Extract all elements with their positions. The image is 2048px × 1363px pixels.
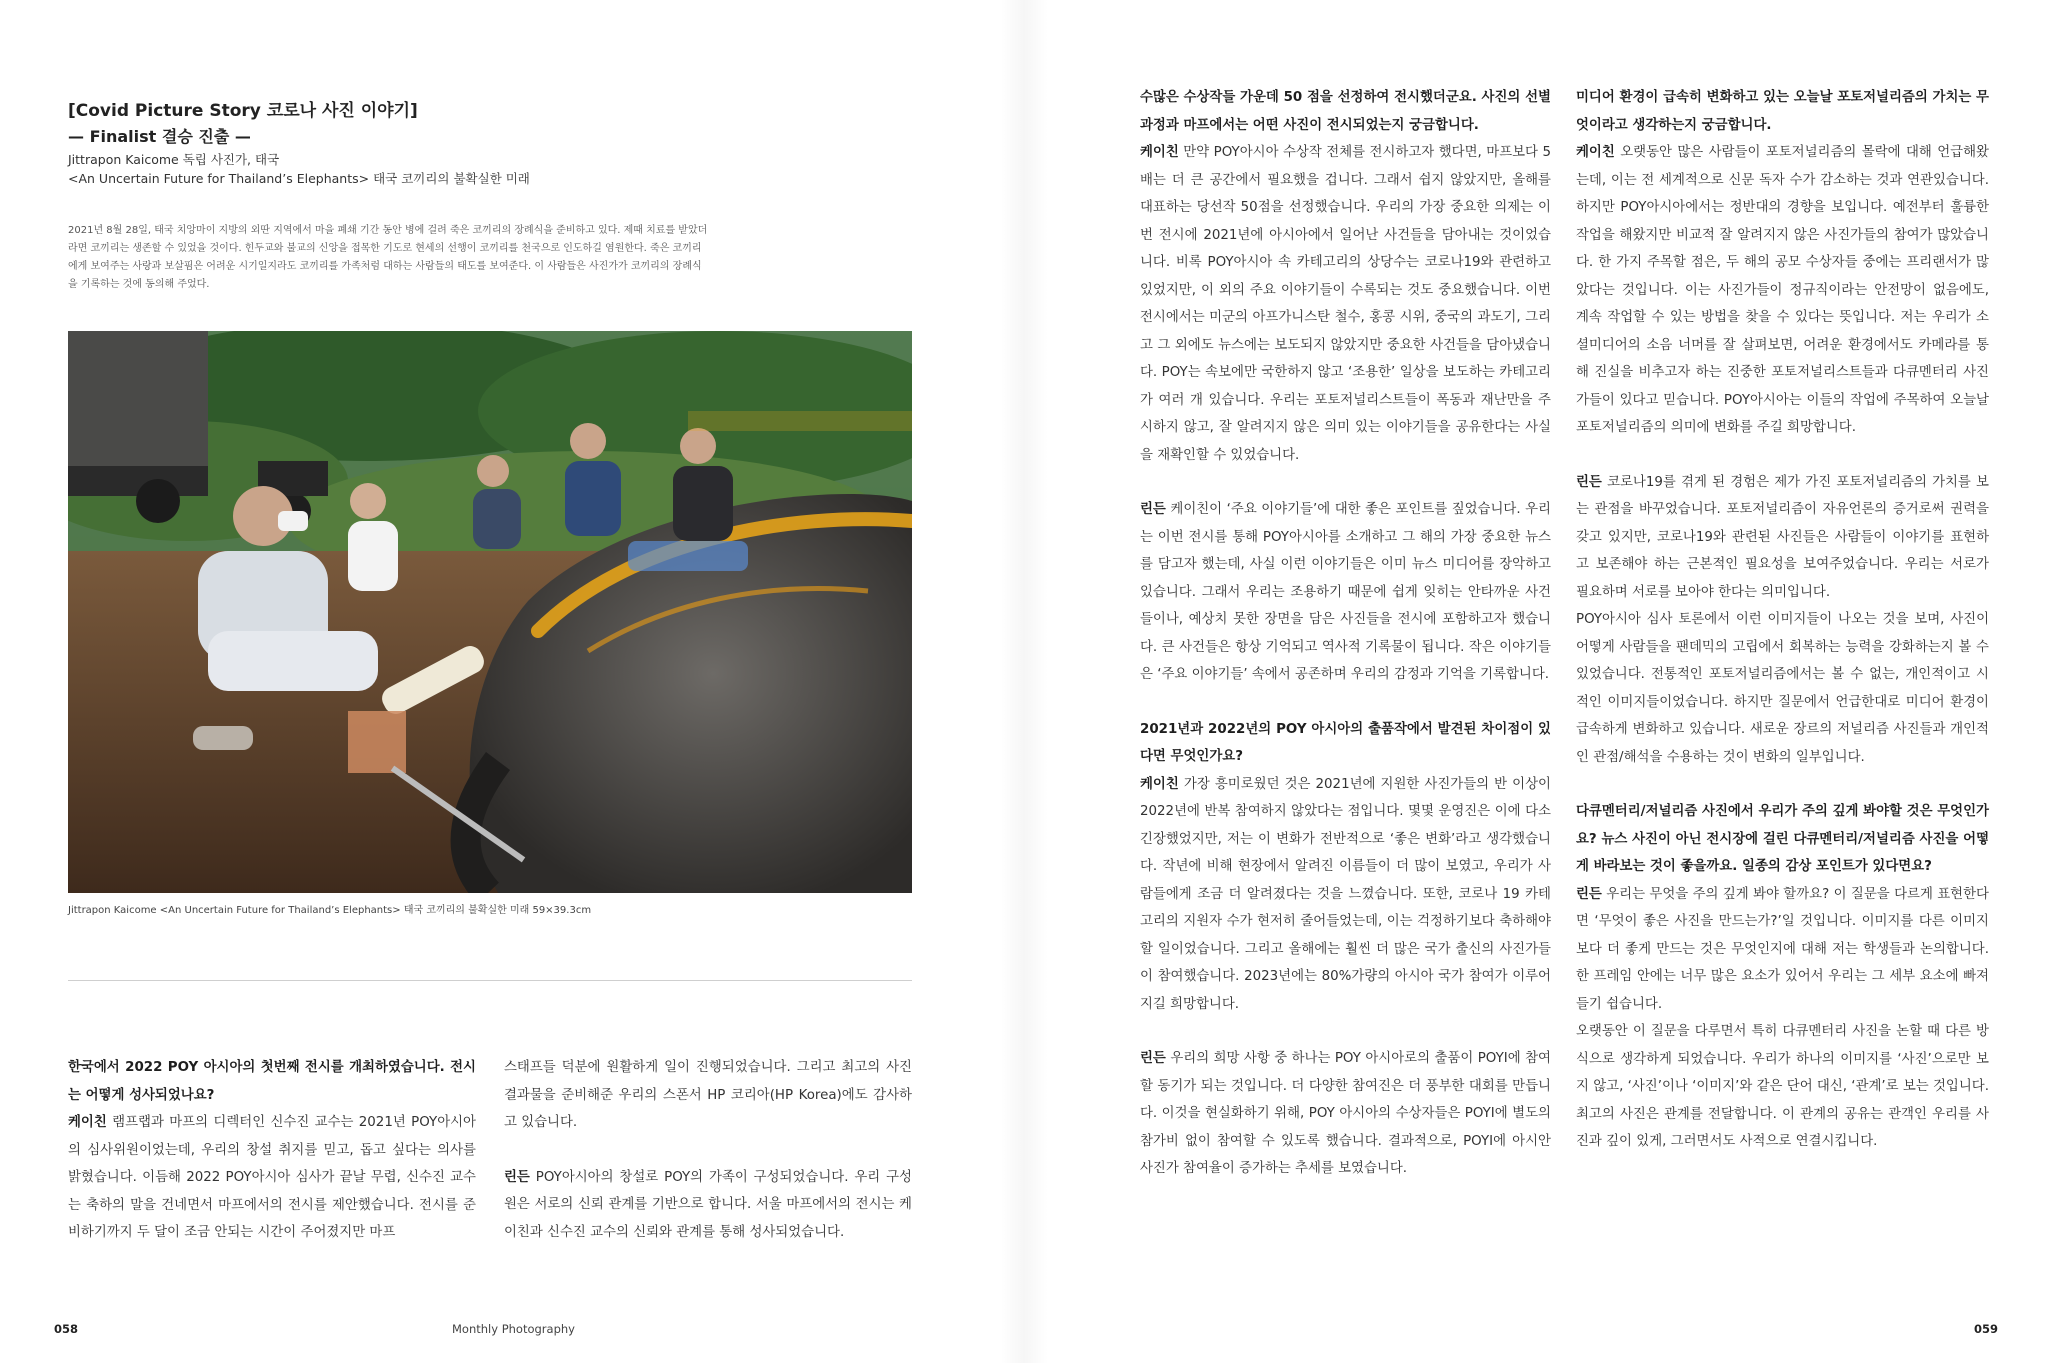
photo-caption: Jittrapon Kaicome <An Uncertain Future for Thailand’s Elephants> 태국 코끼리의 불확실한 미래 59×39.3cm [68,905,592,916]
answer-text: 램프랩과 마프의 디렉터인 신수진 교수는 2021년 POY아시아의 심사위원이었는데, 우리의 창설 취지를 믿고, 돕고 싶다는 의사를 밝혔습니다. 이듬해 2022 POY아시아 심사가 끝날 무렵, 신수진 교수는 축하의 말을 건네면서 마프에서의 전시를 제안했습니다. 전시를 준비하기까지 두 달이 조금 안되는 시간이 주어졌지만 마프 [68,1115,476,1240]
section-divider [68,980,912,981]
left-text-column-2 [504,1054,912,1246]
answer-continuation: 스태프들 덕분에 원활하게 일이 진행되었습니다. 그리고 최고의 사진 결과물을 준비해준 우리의 스폰서 HP 코리아(HP Korea)에도 감사하고 있습니다. [504,1060,912,1130]
right-text-column-1 [1140,84,1551,1183]
question-differences: 2021년과 2022년의 POY 아시아의 출품작에서 발견된 차이점이 있다면 무엇인가요? [1140,721,1551,764]
answer-text: 케이친이 ‘주요 이야기들’에 대한 좋은 포인트를 짚었습니다. 우리는 이번 전시를 통해 POY아시아를 소개하고 그 해의 가장 중요한 뉴스를 담고자 했는데, 사실 이런 이야기들은 이미 뉴스 미디어를 장악하고 있습니다. 그래서 우리는 조용하기 때문에 쉽게 잊히는 안타까운 사건들이나, 예상치 못한 장면을 담은 사진들을 전시에 포함하고자 했습니다. 큰 사건들은 항상 기억되고 역사적 기록물이 됩니다. 작은 이야기들은 ‘주요 이야기들’ 속에서 공존하며 우리의 감정과 기억을 기록합니다. [1140,502,1551,682]
magazine-name: Monthly Photography [452,1322,575,1336]
elephant-funeral-photo [68,331,912,893]
page-number-right: 059 [1974,1322,1999,1336]
speaker-name: 린든 [1576,474,1602,490]
left-text-column-1 [68,1054,476,1247]
answer-text: 가장 흥미로웠던 것은 2021년에 지원한 사진가들의 반 이상이 2022년에 반복 참여하지 않았다는 점입니다. 몇몇 운영진은 이에 다소 긴장했었지만, 저는 이 변화가 전반적으로 ‘좋은 변화’라고 생각했습니다. 작년에 비해 현장에서 알려진 이름들이 더 많이 보였고, 우리가 사람들에게 조금 더 알려졌다는 것을 느꼈습니다. 또한, 코로나 19 카테고리의 지원자 수가 현저히 줄어들었는데, 이는 걱정하기보다 축하해야 할 일이었습니다. 그리고 올해에는 훨씬 더 많은 국가 출신의 사진가들이 참여했습니다. 2023년에는 80%가량의 아시아 국가 참여가 이루어지길 희망합니다. [1140,776,1551,1012]
right-text-column-2 [1576,84,1989,1156]
question-viewing-points: 다큐멘터리/저널리즘 사진에서 우리가 주의 깊게 봐야할 것은 무엇인가요? 뉴스 사진이 아닌 전시장에 걸린 다큐멘터리/저널리즘 사진을 어떻게 바라보는 것이 좋을까요. 일종의 감상 포인트가 있다면요? [1576,804,1989,874]
question-selection: 수많은 수상작들 가운데 50 점을 선정하여 전시했더군요. 사진의 선별 과정과 마프에서는 어떤 사진이 전시되었는지 궁금합니다. [1140,90,1551,133]
speaker-name: 케이친 [68,1115,107,1130]
speaker-name: 린든 [504,1169,530,1185]
photo-illustration [68,331,912,893]
article-header [68,98,788,188]
byline-work-title: <An Uncertain Future for Thailand’s Elephants> 태국 코끼리의 불확실한 미래 [68,171,530,186]
question-photojournalism-value: 미디어 환경이 급속히 변화하고 있는 오늘날 포토저널리즘의 가치는 무엇이라고 생각하는지 궁금합니다. [1576,90,1989,133]
answer-text: 우리의 희망 사항 중 하나는 POY 아시아로의 출품이 POYI에 참여할 동기가 되는 것입니다. 더 다양한 참여진은 더 풍부한 대회를 만듭니다. 이것을 현실화하기 위해, POY 아시아의 수상자들은 POYI에 별도의 참가비 없이 참여할 수 있도록 했습니다. 결과적으로, POYI에 아시안 사진가 참여율이 증가하는 추세를 보였습니다. [1140,1051,1551,1176]
speaker-name: 린든 [1576,886,1602,902]
article-subtitle: — Finalist 결승 진출 — [68,127,251,146]
answer-text: 오랫동안 많은 사람들이 포토저널리즘의 몰락에 대해 언급해왔는데, 이는 전 세계적으로 신문 독자 수가 감소하는 것과 연관있습니다. 하지만 POY아시아에서는 정반대의 경향을 보입니다. 예전부터 훌륭한 작업을 해왔지만 비교적 잘 알려지지 않은 사진가들의 참여가 많았습니다. 한 가지 주목할 점은, 두 해의 공모 수상자들 중에는 프리랜서가 많았다는 것입니다. 이는 사진가들이 정규직이라는 안전망이 없음에도, 계속 작업할 수 있는 방법을 찾을 수 있다는 뜻입니다. 저는 우리가 소셜미디어의 소음 너머를 잘 살펴보면, 어려운 환경에서도 카메라를 통해 진실을 비추고자 하는 진중한 포토저널리스트들과 다큐멘터리 사진가들이 있다고 믿습니다. POY아시아는 이들의 작업에 주목하여 오늘날 포토저널리즘의 의미에 변화를 주길 희망합니다. [1576,145,1989,435]
spine-shadow [1000,0,1048,1363]
speaker-name: 케이친 [1140,145,1179,160]
answer-text: 오랫동안 이 질문을 다루면서 특히 다큐멘터리 사진을 논할 때 다른 방식으로 생각하게 되었습니다. 우리가 하나의 이미지를 ‘사진’으로만 보지 않고, ‘사진’이나 ‘이미지’와 같은 단어 대신, ‘관계’로 보는 것입니다. 최고의 사진은 관계를 전달합니다. 이 관계의 공유는 관객인 우리를 사진과 깊이 있게, 그러면서도 사적으로 연결시킵니다. [1576,1024,1989,1149]
speaker-name: 케이친 [1140,776,1179,792]
answer-text: 코로나19를 겪게 된 경험은 제가 가진 포토저널리즘의 가치를 보는 관점을 바꾸었습니다. 포토저널리즘이 자유언론의 증거로써 권력을 갖고 있지만, 코로나19와 관련된 사진들은 사람들이 이야기를 표현하고 보존해야 하는 근본적인 필요성을 보여주었습니다. 우리는 서로가 필요하며 서로를 보아야 한다는 의미입니다. [1576,474,1989,600]
answer-text: POY아시아 심사 토론에서 이런 이미지들이 나오는 것을 보며, 사진이 어떻게 사람들을 팬데믹의 고립에서 회복하는 능력을 강화하는지 볼 수 있었습니다. 전통적인 포토저널리즘에서는 볼 수 없는, 개인적이고 시적인 이미지들이었습니다. 하지만 질문에서 언급한대로 미디어 환경이 급속하게 변화하고 있습니다. 새로운 장르의 저널리즘 사진들과 개인적인 관점/해석을 수용하는 것이 변화의 일부입니다. [1576,612,1989,765]
question-first-exhibition: 한국에서 2022 POY 아시아의 첫번째 전시를 개최하였습니다. 전시는 어떻게 성사되었나요? [68,1060,476,1103]
intro-paragraph: 2021년 8월 28일, 태국 치앙마이 지방의 외딴 지역에서 마을 폐쇄 기간 동안 병에 걸려 죽은 코끼리의 장례식을 준비하고 있다. 제때 치료를 받았더라면 코끼리는 생존할 수 있었을 것이다. 힌두교와 불교의 신앙을 접목한 기도로 현세의 선행이 코끼리를 천국으로 인도하길 염원한다. 죽은 코끼리에게 보여주는 사랑과 보살핌은 어려운 시기일지라도 코끼리를 가족처럼 대하는 사람들의 태도를 보여준다. 이 사람들은 사진가가 코끼리의 장례식을 기록하는 것에 동의해 주었다. [68,225,708,290]
byline-photographer: Jittrapon Kaicome 독립 사진가, 태국 [68,152,280,167]
answer-text: POY아시아의 창설로 POY의 가족이 구성되었습니다. 우리 구성원은 서로의 신뢰 관계를 기반으로 합니다. 서울 마프에서의 전시는 케이친과 신수진 교수의 신뢰와 관계를 통해 성사되었습니다. [504,1169,912,1240]
speaker-name: 린든 [1140,502,1166,517]
answer-text: 만약 POY아시아 수상작 전체를 전시하고자 했다면, 마프보다 5배는 더 큰 공간에서 필요했을 겁니다. 그래서 쉽지 않았지만, 올해를 대표하는 당선작 50점을 선정했습니다. 우리의 가장 중요한 의제는 이번 전시에 2021년에 아시아에서 일어난 사건들을 담아내는 것이었습니다. 비록 POY아시아 속 카테고리의 상당수는 코로나19와 관련하고 있었지만, 이 외의 주요 이야기들이 수록되는 것도 중요했습니다. 이번 전시에서는 미군의 아프가니스탄 철수, 홍콩 시위, 중국의 과도기, 그리고 그 외에도 뉴스에는 보도되지 않았지만 중요한 사건들을 담아냈습니다. POY는 속보에만 국한하지 않고 ‘조용한’ 일상을 보도하는 카테고리가 여러 개 있습니다. 우리는 포토저널리스트들이 폭동과 재난만을 주시하지 않고, 잘 알려지지 않은 의미 있는 이야기들을 공유한다는 사실을 재확인할 수 있었습니다. [1140,145,1551,463]
page-number-left: 058 [54,1322,79,1336]
article-title: [Covid Picture Story 코로나 사진 이야기] [68,101,418,121]
right-page [1024,0,2048,1363]
answer-text: 우리는 무엇을 주의 깊게 봐야 할까요? 이 질문을 다르게 표현한다면 ‘무엇이 좋은 사진을 만드는가?’일 것입니다. 이미지를 다른 이미지보다 더 좋게 만드는 것은 무엇인지에 대해 저는 학생들과 논의합니다. 한 프레임 안에는 너무 많은 요소가 있어서 우리는 그 세부 요소에 빠져들기 쉽습니다. [1576,886,1989,1012]
speaker-name: 케이친 [1576,145,1615,160]
speaker-name: 린든 [1140,1051,1166,1066]
